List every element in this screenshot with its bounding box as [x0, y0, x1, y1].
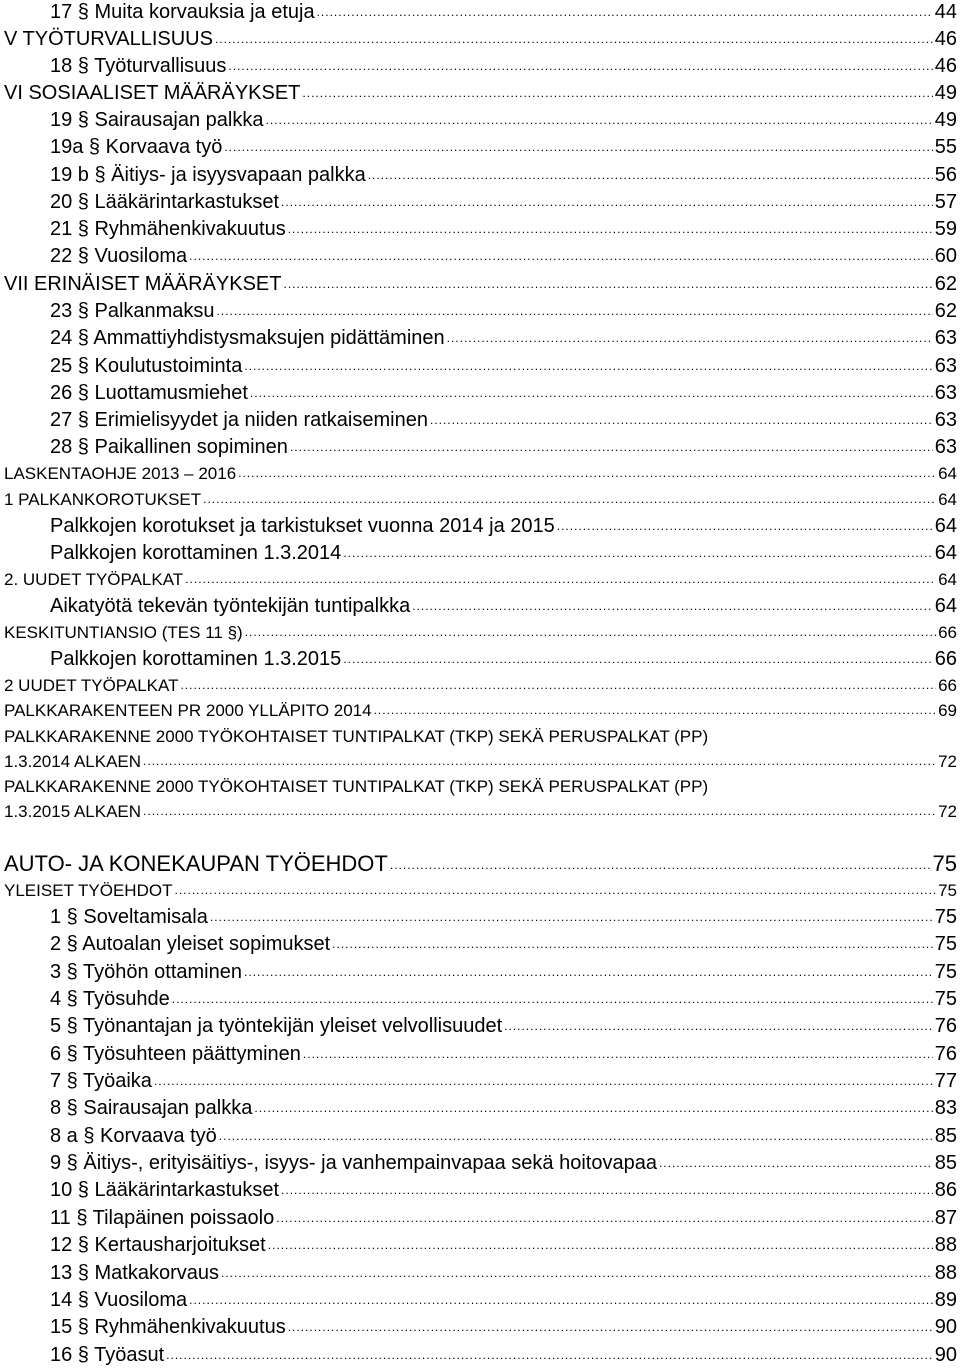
toc-entry-title: 1 PALKANKOROTUKSET [4, 490, 202, 509]
toc-entry-title: 19 b § Äitiys- ja isyysvapaan palkka [50, 164, 366, 186]
toc-page-number: 72 [938, 802, 957, 821]
toc-dot-leader [659, 1149, 933, 1175]
toc-entry-title: 2 § Autoalan yleiset sopimukset [50, 933, 331, 955]
toc-entry[interactable] [0, 1178, 957, 1204]
toc-dot-leader [265, 106, 932, 132]
toc-entry-title: 11 § Tilapäinen poissaolo [50, 1207, 275, 1229]
toc-dot-leader [288, 215, 933, 241]
toc-entry-title: 23 § Palkanmaksu [50, 300, 215, 322]
toc-dot-leader [185, 566, 936, 591]
toc-entry[interactable] [0, 488, 957, 513]
toc-dot-leader [174, 877, 936, 902]
toc-dot-leader [143, 748, 936, 773]
toc-entry-title: 12 § Kertausharjoitukset [50, 1234, 266, 1256]
toc-dot-leader [281, 1176, 933, 1202]
toc-dot-leader [343, 539, 932, 565]
toc-entry-title: PALKKARAKENNE 2000 TYÖKOHTAISET TUNTIPALKAT (TKP) SEKÄ PERUSPALKAT (PP) [4, 727, 709, 746]
toc-entry[interactable] [0, 381, 957, 407]
toc-entry-title: 22 § Vuosiloma [50, 245, 188, 267]
toc-entry-title: 17 § Muita korvauksia ja etuja [50, 1, 315, 23]
toc-dot-leader [180, 672, 936, 697]
toc-dot-leader [228, 52, 932, 78]
toc-page-number: 63 [934, 327, 957, 349]
toc-entry-title: 1.3.2014 ALKAEN [4, 752, 142, 771]
toc-entry-title: V TYÖTURVALLISUUS [4, 28, 213, 50]
toc-entry[interactable] [0, 1315, 957, 1341]
toc-entry-title: PALKKARAKENNE 2000 TYÖKOHTAISET TUNTIPALKAT (TKP) SEKÄ PERUSPALKAT (PP) [4, 777, 709, 796]
toc-entry[interactable] [0, 879, 957, 904]
toc-page-number: 55 [934, 136, 957, 158]
toc-entry[interactable] [0, 514, 957, 540]
toc-entry[interactable] [0, 1014, 957, 1040]
toc-entry-title: 18 § Työturvallisuus [50, 55, 227, 77]
toc-dot-leader [244, 352, 932, 378]
toc-page-number: 75 [934, 906, 957, 928]
toc-page-number: 64 [938, 490, 957, 509]
toc-dot-leader [217, 297, 933, 323]
toc-page-number: 85 [934, 1125, 957, 1147]
toc-page-number: 49 [934, 82, 957, 104]
toc-page-number: 89 [934, 1289, 957, 1311]
toc-dot-leader [557, 512, 933, 538]
toc-dot-leader [281, 188, 933, 214]
toc-entry[interactable] [0, 568, 957, 593]
toc-entry[interactable] [0, 108, 957, 134]
toc-entry[interactable] [0, 272, 957, 298]
toc-entry[interactable] [0, 987, 957, 1013]
toc-entry[interactable] [0, 1206, 957, 1232]
toc-dot-leader [224, 133, 932, 159]
toc-entry[interactable] [0, 435, 957, 461]
toc-entry[interactable] [0, 699, 957, 724]
toc-page-number: 63 [934, 382, 957, 404]
toc-page-number: 60 [934, 245, 957, 267]
toc-dot-leader [166, 1341, 933, 1367]
toc-entry-title: PALKKARAKENTEEN PR 2000 YLLÄPITO 2014 [4, 701, 372, 720]
toc-entry-title: 9 § Äitiys-, erityisäitiys-, isyys- ja vanhempainvapaa sekä hoitovapaa [50, 1152, 657, 1174]
toc-entry[interactable] [0, 775, 957, 799]
toc-entry[interactable] [0, 725, 957, 749]
toc-entry[interactable] [0, 81, 957, 107]
toc-entry-title: KESKITUNTIANSIO (TES 11 §) [4, 623, 243, 642]
toc-dot-leader [250, 379, 933, 405]
toc-dot-leader [504, 1012, 933, 1038]
toc-dot-leader [430, 406, 933, 432]
toc-page-number: 87 [934, 1207, 957, 1229]
toc-entry-title: 8 a § Korvaava työ [50, 1125, 217, 1147]
toc-entry[interactable] [0, 932, 957, 958]
toc-dot-leader [210, 903, 933, 929]
toc-page-number: 75 [934, 933, 957, 955]
toc-dot-leader [189, 1286, 933, 1312]
toc-page-number: 64 [938, 570, 957, 589]
toc-dot-leader [447, 324, 933, 350]
toc-entry-title: 16 § Työasut [50, 1344, 165, 1366]
toc-entry[interactable] [0, 190, 957, 216]
toc-page-number: 64 [934, 515, 957, 537]
toc-entry[interactable] [0, 674, 957, 699]
toc-dot-leader [317, 0, 933, 24]
toc-entry[interactable] [0, 135, 957, 161]
toc-dot-leader [268, 1231, 933, 1257]
toc-dot-leader [390, 850, 931, 877]
toc-page-number: 46 [934, 55, 957, 77]
toc-entry-title: 25 § Koulutustoiminta [50, 355, 243, 377]
toc-entry-title: 1 § Soveltamisala [50, 906, 208, 928]
toc-dot-leader [172, 985, 933, 1011]
toc-page-number: 59 [934, 218, 957, 240]
toc-entry-title: 4 § Työsuhde [50, 988, 170, 1010]
toc-entry-title: VI SOSIAALISET MÄÄRÄYKSET [4, 82, 301, 104]
toc-entry-title: Palkkojen korottaminen 1.3.2015 [50, 648, 342, 670]
toc-entry[interactable] [0, 408, 957, 434]
toc-entry-title: YLEISET TYÖEHDOT [4, 881, 173, 900]
toc-dot-leader [412, 592, 933, 618]
toc-dot-leader [303, 1040, 933, 1066]
toc-page-number: 76 [934, 1015, 957, 1037]
toc-page-number: 83 [934, 1097, 957, 1119]
toc-entry-title: 21 § Ryhmähenkivakuutus [50, 218, 286, 240]
toc-entry[interactable] [0, 163, 957, 189]
toc-entry[interactable] [0, 326, 957, 352]
toc-page-number: 49 [934, 109, 957, 131]
toc-entry-title: 14 § Vuosiloma [50, 1289, 188, 1311]
toc-dot-leader [238, 460, 936, 485]
toc-entry[interactable] [0, 0, 957, 26]
toc-entry[interactable] [0, 244, 957, 270]
toc-dot-leader [276, 1204, 933, 1230]
toc-entry-title: 2 UUDET TYÖPALKAT [4, 676, 179, 695]
toc-page-number: 75 [932, 851, 957, 876]
toc-dot-leader [143, 798, 936, 823]
toc-entry[interactable] [0, 299, 957, 325]
toc-entry[interactable] [0, 960, 957, 986]
toc-dot-leader [221, 1259, 933, 1285]
toc-dot-leader [245, 619, 936, 644]
toc-entry[interactable] [0, 1288, 957, 1314]
toc-entry-title: 7 § Työaika [50, 1070, 152, 1092]
toc-entry-title: 15 § Ryhmähenkivakuutus [50, 1316, 286, 1338]
toc-entry[interactable] [0, 750, 957, 775]
toc-entry-title: 28 § Paikallinen sopiminen [50, 436, 288, 458]
toc-dot-leader [189, 242, 933, 268]
toc-dot-leader [283, 270, 932, 296]
toc-entry[interactable] [0, 1343, 957, 1369]
toc-entry[interactable] [0, 594, 957, 620]
toc-entry[interactable] [0, 852, 957, 879]
toc-entry-title: 10 § Lääkärintarkastukset [50, 1179, 280, 1201]
toc-entry-title: 19a § Korvaava työ [50, 136, 223, 158]
toc-dot-leader [368, 161, 933, 187]
toc-entry[interactable] [0, 541, 957, 567]
toc-page-number: 85 [934, 1152, 957, 1174]
toc-entry-title: 8 § Sairausajan palkka [50, 1097, 253, 1119]
toc-entry[interactable] [0, 1151, 957, 1177]
toc-page-number: 64 [934, 595, 957, 617]
toc-page-number: 46 [934, 28, 957, 50]
toc-page-number: 66 [934, 648, 957, 670]
toc-entry-title: 1.3.2015 ALKAEN [4, 802, 142, 821]
toc-dot-leader [374, 697, 936, 722]
toc-entry[interactable] [0, 905, 957, 931]
toc-dot-leader [254, 1094, 932, 1120]
toc-entry[interactable] [0, 800, 957, 825]
toc-entry-title: 13 § Matkakorvaus [50, 1262, 219, 1284]
toc-page-number: 88 [934, 1234, 957, 1256]
toc-entry-title: 2. UUDET TYÖPALKAT [4, 570, 184, 589]
toc-entry-title: 27 § Erimielisyydet ja niiden ratkaiseminen [50, 409, 428, 431]
toc-dot-leader [219, 1122, 933, 1148]
toc-page-number: 57 [934, 191, 957, 213]
toc-dot-leader [290, 433, 933, 459]
toc-dot-leader [215, 25, 933, 51]
toc-entry-title: 5 § Työnantajan ja työntekijän yleiset velvollisuudet [50, 1015, 503, 1037]
toc-dot-leader [244, 958, 933, 984]
toc-dot-leader [288, 1313, 933, 1339]
toc-entry-title: AUTO- JA KONEKAUPAN TYÖEHDOT [4, 851, 388, 876]
toc-page-number: 63 [934, 436, 957, 458]
toc-page-number: 76 [934, 1043, 957, 1065]
toc-page-number: 66 [938, 676, 957, 695]
toc-entry[interactable] [0, 1069, 957, 1095]
toc-page-number: 75 [934, 961, 957, 983]
toc-dot-leader [343, 645, 932, 671]
toc-entry[interactable] [0, 1124, 957, 1150]
toc-entry-title: 3 § Työhön ottaminen [50, 961, 242, 983]
toc-page-number: 63 [934, 355, 957, 377]
toc-entry[interactable] [0, 462, 957, 487]
toc-entry[interactable] [0, 1233, 957, 1259]
toc-page-number: 64 [934, 542, 957, 564]
toc-page-number: 88 [934, 1262, 957, 1284]
toc-dot-leader [203, 486, 936, 511]
toc-page-number: 86 [934, 1179, 957, 1201]
toc-page-number: 66 [938, 623, 957, 642]
toc-dot-leader [332, 930, 933, 956]
toc-entry-title: VII ERINÄISET MÄÄRÄYKSET [4, 273, 282, 295]
toc-entry-title: 6 § Työsuhteen päättyminen [50, 1043, 301, 1065]
toc-entry-title: 26 § Luottamusmiehet [50, 382, 248, 404]
toc-page-number: 90 [934, 1344, 957, 1366]
toc-entry[interactable] [0, 354, 957, 380]
toc-dot-leader [302, 79, 932, 105]
toc-dot-leader [154, 1067, 933, 1093]
toc-page-number: 62 [934, 300, 957, 322]
toc-page-number: 69 [938, 701, 957, 720]
toc-page-number: 75 [938, 881, 957, 900]
toc-entry-title: 19 § Sairausajan palkka [50, 109, 264, 131]
toc-entry[interactable] [0, 1096, 957, 1122]
toc-entry-title: Palkkojen korottaminen 1.3.2014 [50, 542, 342, 564]
toc-page-number: 64 [938, 464, 957, 483]
toc-entry[interactable] [0, 27, 957, 53]
toc-page-number: 75 [934, 988, 957, 1010]
toc-entry[interactable] [0, 1042, 957, 1068]
toc-entry-title: Aikatyötä tekevän työntekijän tuntipalkka [50, 595, 411, 617]
toc-entry-title: LASKENTAOHJE 2013 – 2016 [4, 464, 237, 483]
toc-entry[interactable] [0, 217, 957, 243]
toc-entry-title: 24 § Ammattiyhdistysmaksujen pidättäminen [50, 327, 445, 349]
toc-entry[interactable] [0, 647, 957, 673]
toc-page-number: 62 [934, 273, 957, 295]
toc-page-number: 90 [934, 1316, 957, 1338]
toc-page-number: 63 [934, 409, 957, 431]
toc-page-number: 44 [934, 1, 957, 23]
toc-page-number: 72 [938, 752, 957, 771]
toc-entry[interactable] [0, 54, 957, 80]
toc-entry-title: 20 § Lääkärintarkastukset [50, 191, 280, 213]
toc-entry[interactable] [0, 621, 957, 646]
toc-page-number: 56 [934, 164, 957, 186]
toc-entry-title: Palkkojen korotukset ja tarkistukset vuonna 2014 ja 2015 [50, 515, 555, 537]
toc-entry[interactable] [0, 1261, 957, 1287]
toc-page-number: 77 [934, 1070, 957, 1092]
